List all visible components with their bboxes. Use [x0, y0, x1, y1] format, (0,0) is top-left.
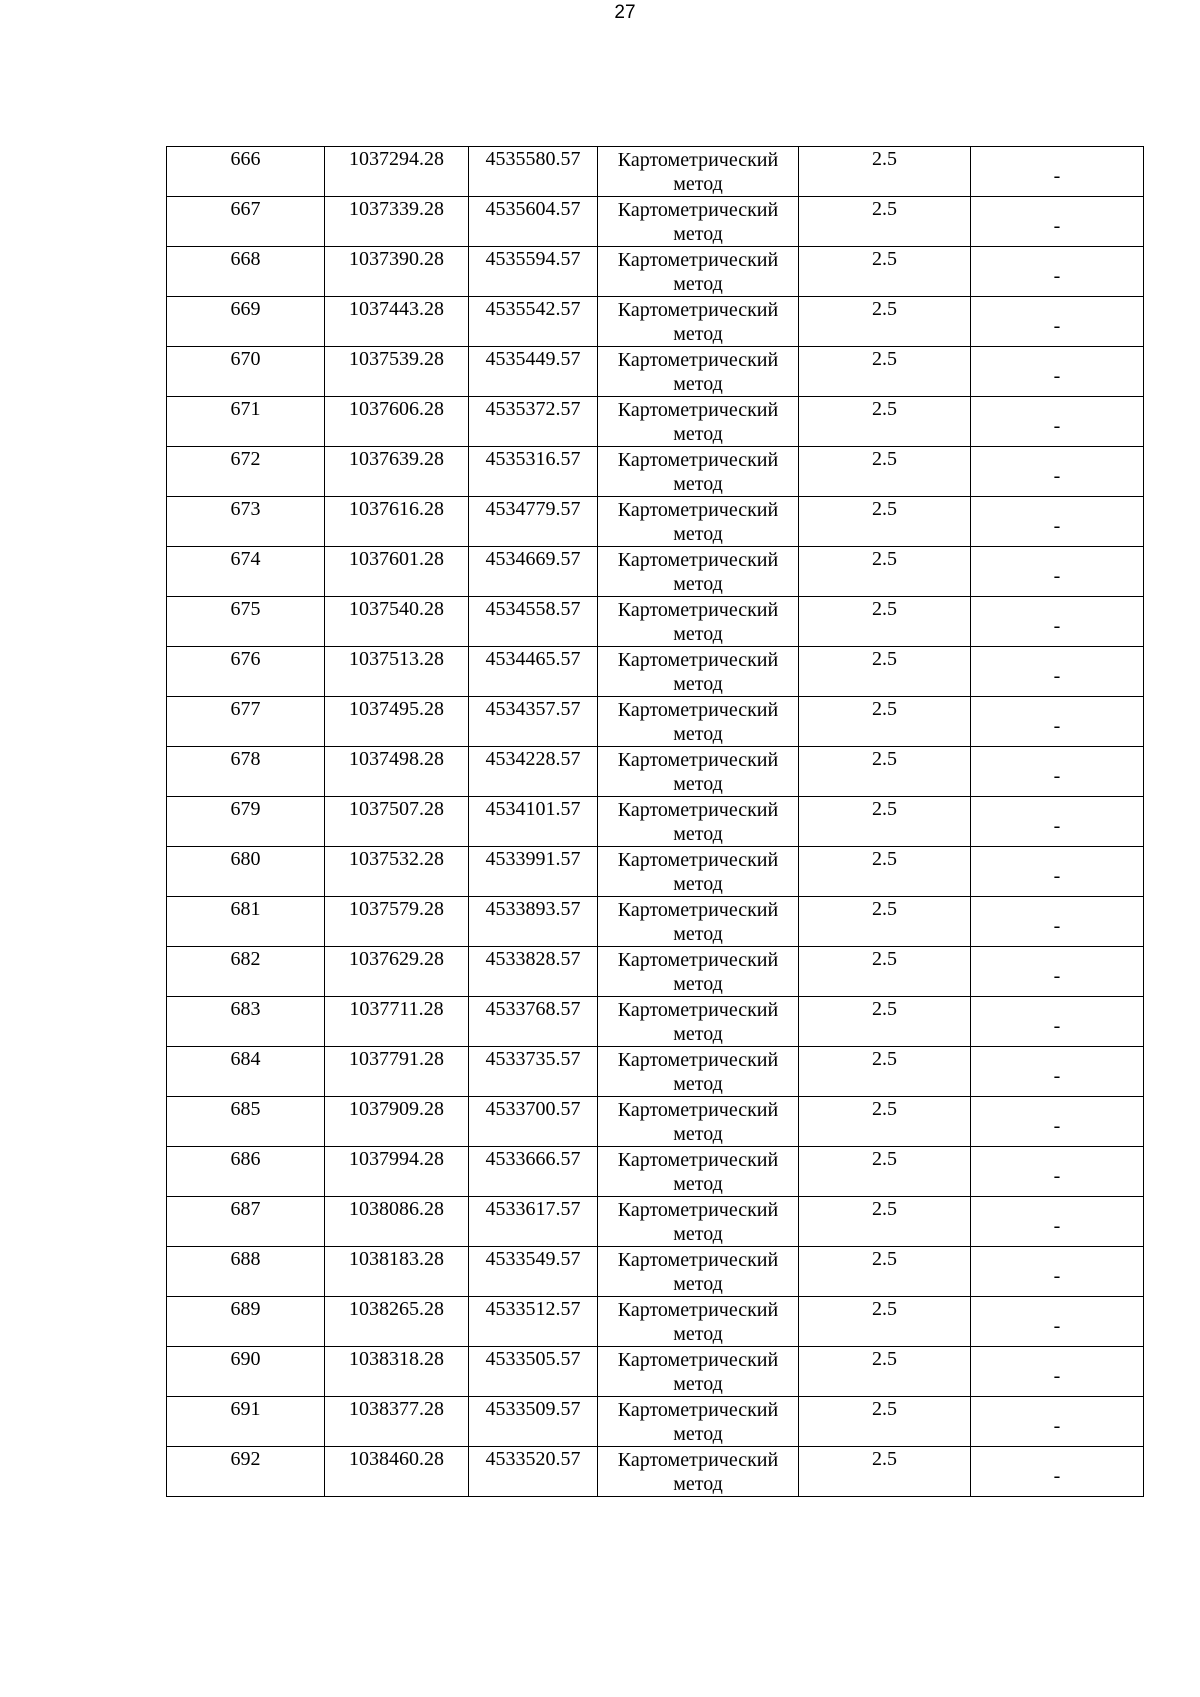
page-number: 27: [614, 2, 636, 23]
description-cell: -: [971, 147, 1144, 197]
table-row: [167, 897, 1144, 947]
x-coordinate-cell: 1037579.28: [325, 897, 469, 947]
method-cell: [598, 397, 799, 447]
y-coordinate-cell: 4533509.57: [469, 1397, 598, 1447]
y-coordinate-cell: 4535604.57: [469, 197, 598, 247]
point-number-cell: 678: [167, 747, 325, 797]
point-number-cell: 675: [167, 597, 325, 647]
x-coordinate-cell: 1037606.28: [325, 397, 469, 447]
y-coordinate-cell: 4533735.57: [469, 1047, 598, 1097]
accuracy-cell: 2.5: [799, 997, 971, 1047]
accuracy-cell: 2.5: [799, 1347, 971, 1397]
method-cell: [598, 897, 799, 947]
table-row: [167, 1097, 1144, 1147]
y-coordinate-cell: 4535580.57: [469, 147, 598, 197]
point-number-cell: 680: [167, 847, 325, 897]
y-coordinate-cell: 4534779.57: [469, 497, 598, 547]
description-cell: -: [971, 697, 1144, 747]
y-coordinate-cell: 4533666.57: [469, 1147, 598, 1197]
method-line-1: Картометрический: [617, 849, 779, 871]
method-line-1: Картометрический: [617, 1299, 779, 1321]
method-line-1: Картометрический: [617, 899, 779, 921]
method-line-2: метод: [673, 1073, 723, 1095]
point-number-cell: 673: [167, 497, 325, 547]
table-row: [167, 247, 1144, 297]
x-coordinate-cell: 1037711.28: [325, 997, 469, 1047]
method-cell: [598, 697, 799, 747]
description-cell: -: [971, 497, 1144, 547]
point-number-cell: 691: [167, 1397, 325, 1447]
table-row: [167, 947, 1144, 997]
method-cell: [598, 1347, 799, 1397]
x-coordinate-cell: 1037513.28: [325, 647, 469, 697]
x-coordinate-cell: 1037539.28: [325, 347, 469, 397]
description-cell: -: [971, 1147, 1144, 1197]
description-cell: -: [971, 1247, 1144, 1297]
description-cell: -: [971, 747, 1144, 797]
method-line-1: Картометрический: [617, 799, 779, 821]
description-cell: -: [971, 1397, 1144, 1447]
method-line-2: метод: [673, 723, 723, 745]
point-number-cell: 677: [167, 697, 325, 747]
method-line-2: метод: [673, 1123, 723, 1145]
y-coordinate-cell: 4533617.57: [469, 1197, 598, 1247]
accuracy-cell: 2.5: [799, 347, 971, 397]
x-coordinate-cell: 1038460.28: [325, 1447, 469, 1497]
description-cell: -: [971, 597, 1144, 647]
x-coordinate-cell: 1038086.28: [325, 1197, 469, 1247]
point-number-cell: 681: [167, 897, 325, 947]
description-cell: -: [971, 1347, 1144, 1397]
x-coordinate-cell: 1037443.28: [325, 297, 469, 347]
method-line-2: метод: [673, 523, 723, 545]
method-line-1: Картометрический: [617, 149, 779, 171]
method-line-1: Картометрический: [617, 999, 779, 1021]
method-line-2: метод: [673, 773, 723, 795]
y-coordinate-cell: 4534228.57: [469, 747, 598, 797]
method-line-1: Картометрический: [617, 1099, 779, 1121]
table-row: [167, 297, 1144, 347]
x-coordinate-cell: 1037909.28: [325, 1097, 469, 1147]
description-cell: -: [971, 647, 1144, 697]
point-number-cell: 668: [167, 247, 325, 297]
point-number-cell: 692: [167, 1447, 325, 1497]
method-line-2: метод: [673, 573, 723, 595]
point-number-cell: 686: [167, 1147, 325, 1197]
table-row: [167, 697, 1144, 747]
accuracy-cell: 2.5: [799, 497, 971, 547]
description-cell: -: [971, 947, 1144, 997]
method-cell: [598, 647, 799, 697]
method-cell: [598, 1247, 799, 1297]
table-row: [167, 1147, 1144, 1197]
accuracy-cell: 2.5: [799, 547, 971, 597]
y-coordinate-cell: 4533512.57: [469, 1297, 598, 1347]
method-line-2: метод: [673, 1423, 723, 1445]
description-cell: -: [971, 1297, 1144, 1347]
x-coordinate-cell: 1037791.28: [325, 1047, 469, 1097]
point-number-cell: 688: [167, 1247, 325, 1297]
description-cell: -: [971, 397, 1144, 447]
table-row: [167, 797, 1144, 847]
accuracy-cell: 2.5: [799, 397, 971, 447]
table-row: [167, 147, 1144, 197]
method-line-2: метод: [673, 973, 723, 995]
x-coordinate-cell: 1037532.28: [325, 847, 469, 897]
x-coordinate-cell: 1038183.28: [325, 1247, 469, 1297]
method-cell: [598, 1297, 799, 1347]
accuracy-cell: 2.5: [799, 1397, 971, 1447]
method-line-2: метод: [673, 1023, 723, 1045]
table-row: [167, 547, 1144, 597]
x-coordinate-cell: 1037629.28: [325, 947, 469, 997]
coordinates-table-body: [167, 147, 1144, 1497]
method-line-2: метод: [673, 423, 723, 445]
point-number-cell: 674: [167, 547, 325, 597]
method-cell: [598, 597, 799, 647]
method-cell: [598, 1197, 799, 1247]
method-line-1: Картометрический: [617, 749, 779, 771]
point-number-cell: 687: [167, 1197, 325, 1247]
description-cell: -: [971, 1447, 1144, 1497]
x-coordinate-cell: 1038318.28: [325, 1347, 469, 1397]
table-row: [167, 1297, 1144, 1347]
description-cell: -: [971, 1097, 1144, 1147]
y-coordinate-cell: 4534357.57: [469, 697, 598, 747]
description-cell: -: [971, 547, 1144, 597]
table-row: [167, 397, 1144, 447]
y-coordinate-cell: 4533505.57: [469, 1347, 598, 1397]
method-line-1: Картометрический: [617, 1349, 779, 1371]
table-row: [167, 647, 1144, 697]
method-line-2: метод: [673, 1373, 723, 1395]
method-cell: [598, 147, 799, 197]
method-cell: [598, 447, 799, 497]
method-cell: [598, 197, 799, 247]
coordinates-table: [166, 146, 1144, 1497]
accuracy-cell: 2.5: [799, 1197, 971, 1247]
point-number-cell: 679: [167, 797, 325, 847]
description-cell: -: [971, 847, 1144, 897]
method-line-2: метод: [673, 473, 723, 495]
x-coordinate-cell: 1037498.28: [325, 747, 469, 797]
method-cell: [598, 847, 799, 897]
method-line-2: метод: [673, 673, 723, 695]
description-cell: -: [971, 447, 1144, 497]
accuracy-cell: 2.5: [799, 147, 971, 197]
method-cell: [598, 547, 799, 597]
table-row: [167, 497, 1144, 547]
method-cell: [598, 1147, 799, 1197]
description-cell: -: [971, 297, 1144, 347]
method-cell: [598, 1397, 799, 1447]
method-line-1: Картометрический: [617, 199, 779, 221]
accuracy-cell: 2.5: [799, 197, 971, 247]
point-number-cell: 669: [167, 297, 325, 347]
method-line-2: метод: [673, 623, 723, 645]
y-coordinate-cell: 4535372.57: [469, 397, 598, 447]
accuracy-cell: 2.5: [799, 1297, 971, 1347]
table-row: [167, 997, 1144, 1047]
point-number-cell: 671: [167, 397, 325, 447]
point-number-cell: 666: [167, 147, 325, 197]
method-line-1: Картометрический: [617, 1199, 779, 1221]
accuracy-cell: 2.5: [799, 847, 971, 897]
point-number-cell: 672: [167, 447, 325, 497]
method-cell: [598, 947, 799, 997]
method-line-1: Картометрический: [617, 1049, 779, 1071]
point-number-cell: 684: [167, 1047, 325, 1097]
point-number-cell: 685: [167, 1097, 325, 1147]
accuracy-cell: 2.5: [799, 647, 971, 697]
table-row: [167, 1447, 1144, 1497]
point-number-cell: 670: [167, 347, 325, 397]
method-line-1: Картометрический: [617, 1399, 779, 1421]
description-cell: -: [971, 997, 1144, 1047]
method-cell: [598, 997, 799, 1047]
method-line-1: Картометрический: [617, 949, 779, 971]
table-row: [167, 847, 1144, 897]
x-coordinate-cell: 1037339.28: [325, 197, 469, 247]
description-cell: -: [971, 797, 1144, 847]
x-coordinate-cell: 1037601.28: [325, 547, 469, 597]
method-cell: [598, 1097, 799, 1147]
method-line-2: метод: [673, 873, 723, 895]
method-line-1: Картометрический: [617, 1449, 779, 1471]
point-number-cell: 689: [167, 1297, 325, 1347]
method-line-2: метод: [673, 1323, 723, 1345]
y-coordinate-cell: 4535594.57: [469, 247, 598, 297]
method-line-2: метод: [673, 1473, 723, 1495]
accuracy-cell: 2.5: [799, 697, 971, 747]
y-coordinate-cell: 4533768.57: [469, 997, 598, 1047]
x-coordinate-cell: 1037294.28: [325, 147, 469, 197]
table-row: [167, 1347, 1144, 1397]
accuracy-cell: 2.5: [799, 797, 971, 847]
description-cell: -: [971, 347, 1144, 397]
method-line-1: Картометрический: [617, 549, 779, 571]
method-line-2: метод: [673, 823, 723, 845]
method-line-1: Картометрический: [617, 449, 779, 471]
accuracy-cell: 2.5: [799, 747, 971, 797]
table-row: [167, 1247, 1144, 1297]
table-row: [167, 597, 1144, 647]
x-coordinate-cell: 1037639.28: [325, 447, 469, 497]
method-line-2: метод: [673, 1273, 723, 1295]
description-cell: -: [971, 197, 1144, 247]
y-coordinate-cell: 4533700.57: [469, 1097, 598, 1147]
accuracy-cell: 2.5: [799, 447, 971, 497]
method-line-2: метод: [673, 173, 723, 195]
method-line-2: метод: [673, 1223, 723, 1245]
method-line-2: метод: [673, 223, 723, 245]
point-number-cell: 667: [167, 197, 325, 247]
table-row: [167, 347, 1144, 397]
description-cell: -: [971, 1197, 1144, 1247]
x-coordinate-cell: 1037390.28: [325, 247, 469, 297]
method-line-1: Картометрический: [617, 699, 779, 721]
method-line-1: Картометрический: [617, 499, 779, 521]
point-number-cell: 690: [167, 1347, 325, 1397]
method-cell: [598, 1447, 799, 1497]
method-cell: [598, 1047, 799, 1097]
y-coordinate-cell: 4534101.57: [469, 797, 598, 847]
y-coordinate-cell: 4535542.57: [469, 297, 598, 347]
description-cell: -: [971, 897, 1144, 947]
accuracy-cell: 2.5: [799, 1147, 971, 1197]
method-line-1: Картометрический: [617, 249, 779, 271]
y-coordinate-cell: 4534669.57: [469, 547, 598, 597]
y-coordinate-cell: 4533828.57: [469, 947, 598, 997]
method-line-1: Картометрический: [617, 349, 779, 371]
y-coordinate-cell: 4535449.57: [469, 347, 598, 397]
method-line-2: метод: [673, 373, 723, 395]
table-row: [167, 1047, 1144, 1097]
method-line-2: метод: [673, 923, 723, 945]
method-line-1: Картометрический: [617, 1249, 779, 1271]
point-number-cell: 676: [167, 647, 325, 697]
x-coordinate-cell: 1038265.28: [325, 1297, 469, 1347]
accuracy-cell: 2.5: [799, 597, 971, 647]
method-line-2: метод: [673, 273, 723, 295]
point-number-cell: 683: [167, 997, 325, 1047]
table-row: [167, 447, 1144, 497]
accuracy-cell: 2.5: [799, 947, 971, 997]
accuracy-cell: 2.5: [799, 1247, 971, 1297]
y-coordinate-cell: 4533520.57: [469, 1447, 598, 1497]
accuracy-cell: 2.5: [799, 897, 971, 947]
description-cell: -: [971, 1047, 1144, 1097]
table-row: [167, 197, 1144, 247]
accuracy-cell: 2.5: [799, 247, 971, 297]
method-line-1: Картометрический: [617, 599, 779, 621]
y-coordinate-cell: 4533893.57: [469, 897, 598, 947]
method-line-2: метод: [673, 1173, 723, 1195]
y-coordinate-cell: 4533549.57: [469, 1247, 598, 1297]
point-number-cell: 682: [167, 947, 325, 997]
method-cell: [598, 347, 799, 397]
y-coordinate-cell: 4535316.57: [469, 447, 598, 497]
method-cell: [598, 747, 799, 797]
x-coordinate-cell: 1037616.28: [325, 497, 469, 547]
table-row: [167, 747, 1144, 797]
method-cell: [598, 297, 799, 347]
accuracy-cell: 2.5: [799, 1097, 971, 1147]
x-coordinate-cell: 1038377.28: [325, 1397, 469, 1447]
table-row: [167, 1197, 1144, 1247]
method-line-1: Картометрический: [617, 1149, 779, 1171]
method-line-1: Картометрический: [617, 299, 779, 321]
method-line-1: Картометрический: [617, 649, 779, 671]
method-cell: [598, 497, 799, 547]
table-row: [167, 1397, 1144, 1447]
y-coordinate-cell: 4534558.57: [469, 597, 598, 647]
accuracy-cell: 2.5: [799, 297, 971, 347]
accuracy-cell: 2.5: [799, 1047, 971, 1097]
x-coordinate-cell: 1037495.28: [325, 697, 469, 747]
y-coordinate-cell: 4534465.57: [469, 647, 598, 697]
x-coordinate-cell: 1037540.28: [325, 597, 469, 647]
description-cell: -: [971, 247, 1144, 297]
method-cell: [598, 797, 799, 847]
x-coordinate-cell: 1037507.28: [325, 797, 469, 847]
y-coordinate-cell: 4533991.57: [469, 847, 598, 897]
method-cell: [598, 247, 799, 297]
method-line-1: Картометрический: [617, 399, 779, 421]
method-line-2: метод: [673, 323, 723, 345]
x-coordinate-cell: 1037994.28: [325, 1147, 469, 1197]
accuracy-cell: 2.5: [799, 1447, 971, 1497]
